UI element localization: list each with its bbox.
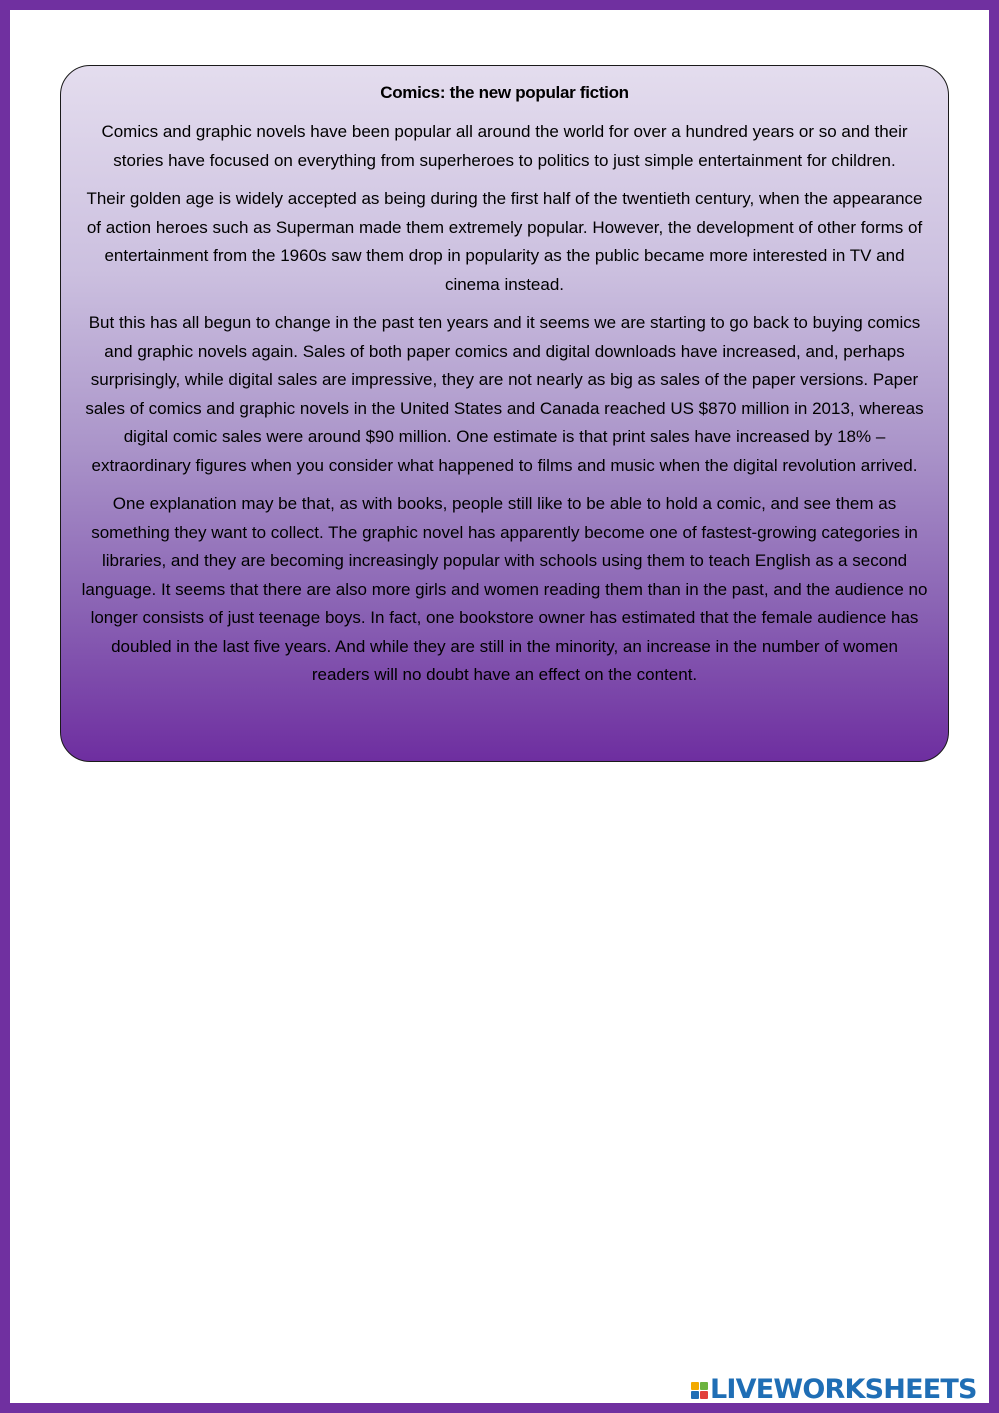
liveworksheets-logo-icon: [691, 1382, 708, 1399]
paragraph-4: One explanation may be that, as with books, people still like to be able to hold a comic, and see them as something they want to collect. The graphic novel has apparently become one of fastest-growing categories in libraries, and they are becoming increasingly popular with schools using them to teach English as a second language. It seems that there are also more girls and women reading them than in the past, and the audience no longer consists of just teenage boys. In fact, one bookstore owner has estimated that the female audience has doubled in the last five years. And while they are still in the minority, an increase in the number of women readers will no doubt have an effect on the content.: [81, 494, 928, 684]
paragraph-1: Comics and graphic novels have been popular all around the world for over a hundred years or so and their stories have focused on everything from superheroes to politics to just simple entertainment for children.: [101, 122, 908, 170]
paragraph-2: Their golden age is widely accepted as being during the first half of the twentieth century, when the appearance of action heroes such as Superman made them extremely popular. However, the development of other forms of entertainment from the 1960s saw them drop in popularity as the public became more interested in TV and cinema instead.: [86, 189, 923, 294]
paragraph-3: But this has all begun to change in the past ten years and it seems we are starting to go back to buying comics and graphic novels again. Sales of both paper comics and digital downloads have increased, and, perhaps surprisingly, while digital sales are impressive, they are not nearly as big as sales of the paper versions. Paper sales of comics and graphic novels in the United States and Canada reached US $870 million in 2013, whereas digital comic sales were around $90 million. One estimate is that print sales have increased by 18% – extraordinary figures when you consider what happened to films and music when the digital revolution arrived.: [85, 313, 924, 475]
liveworksheets-logo: [691, 1375, 977, 1405]
reading-title: Comics: the new popular fiction: [380, 83, 629, 102]
logo-text: LIVEWORKSHEETS: [710, 1374, 977, 1405]
reading-text-box: [60, 65, 949, 762]
